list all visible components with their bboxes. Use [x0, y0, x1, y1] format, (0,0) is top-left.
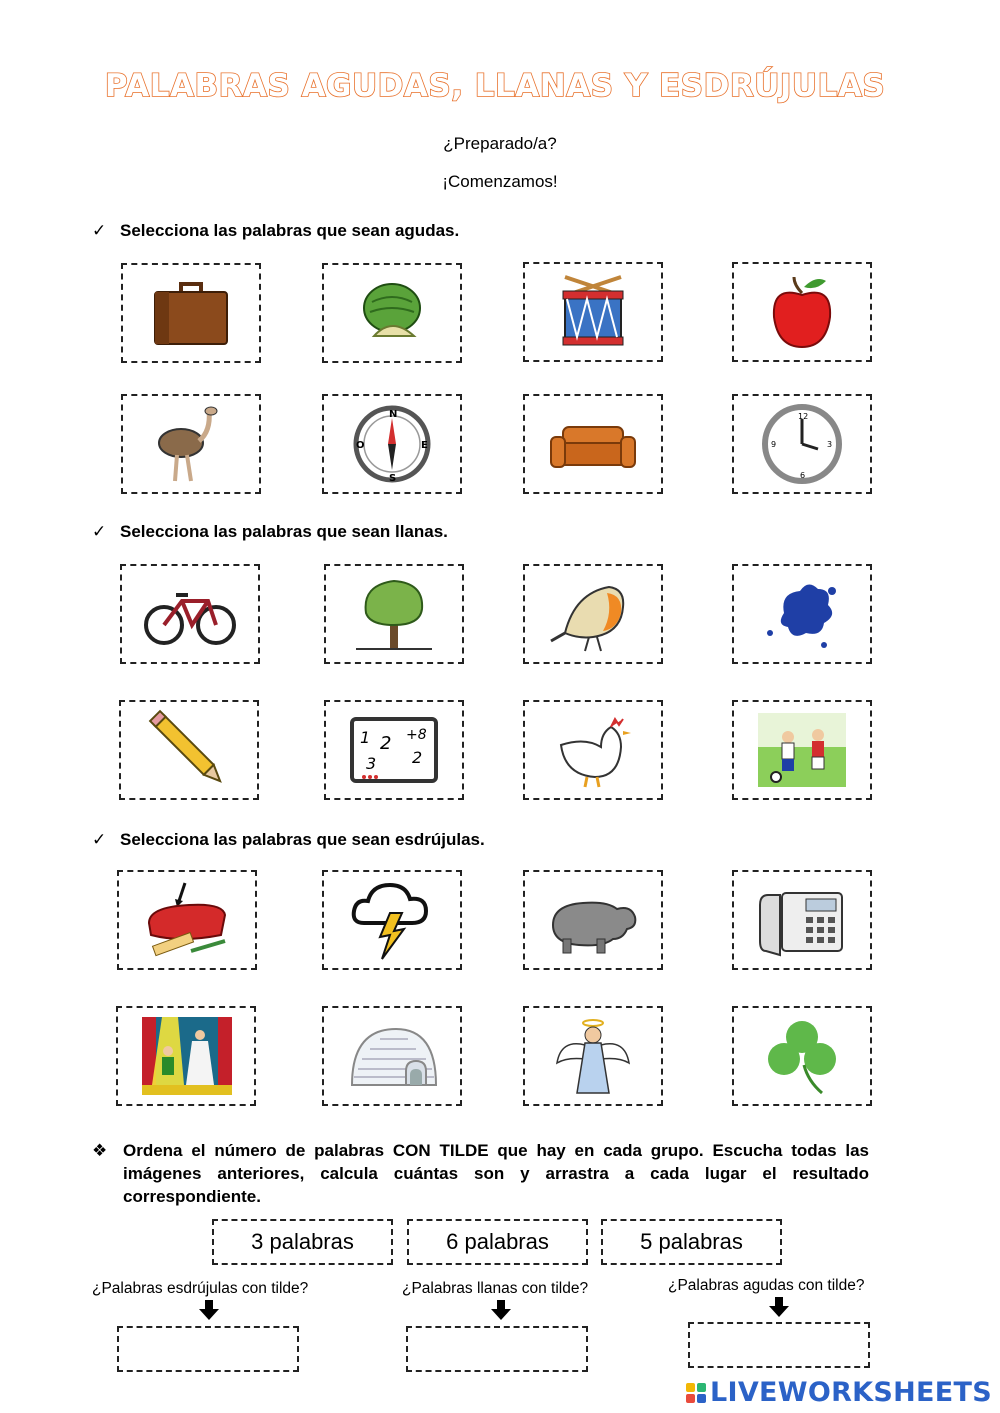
- football-icon: [754, 709, 850, 791]
- svg-text:E: E: [421, 440, 428, 451]
- svg-text:1: 1: [360, 728, 371, 747]
- svg-text:12: 12: [798, 412, 809, 421]
- card-watermelon[interactable]: [322, 263, 462, 363]
- logo-mark-icon: [686, 1383, 706, 1403]
- instruction-agudas: [92, 221, 459, 241]
- svg-text:3: 3: [827, 440, 833, 449]
- card-hen[interactable]: [523, 700, 663, 800]
- theater-icon: [138, 1015, 234, 1097]
- instruction-llanas: [92, 522, 448, 542]
- card-clover[interactable]: [732, 1006, 872, 1106]
- subtitle-ready: ¿Preparado/a?: [443, 134, 557, 153]
- card-igloo[interactable]: [322, 1006, 462, 1106]
- card-theater[interactable]: [116, 1006, 256, 1106]
- watermelon-icon: [344, 272, 440, 354]
- card-compass[interactable]: [322, 394, 462, 494]
- igloo-icon: [344, 1015, 440, 1097]
- briefcase-icon: [143, 272, 239, 354]
- hen-icon: [545, 709, 641, 791]
- pencil-icon: [141, 709, 237, 791]
- svg-text:O: O: [356, 440, 365, 451]
- instruction-text: Selecciona las palabras que sean esdrújulas.: [120, 830, 485, 849]
- liveworksheets-logo: [686, 1377, 992, 1408]
- task-instruction: [92, 1139, 869, 1208]
- arrow-down-icon: [198, 1300, 220, 1320]
- answer-chip-6[interactable]: 6 palabras: [407, 1219, 588, 1265]
- card-football[interactable]: [732, 700, 872, 800]
- clover-icon: [754, 1015, 850, 1097]
- card-robin[interactable]: [523, 564, 663, 664]
- bicycle-icon: [142, 573, 238, 655]
- check-icon: ✓: [92, 830, 107, 849]
- svg-text:S: S: [389, 473, 397, 484]
- card-drum[interactable]: [523, 262, 663, 362]
- svg-text:N: N: [389, 409, 398, 420]
- angel-icon: [545, 1015, 641, 1097]
- page-title: PALABRAS AGUDAS, LLANAS Y ESDRÚJULAS: [104, 68, 886, 104]
- card-apple[interactable]: [732, 262, 872, 362]
- card-angel[interactable]: [523, 1006, 663, 1106]
- subtitle-start: ¡Comenzamos!: [442, 172, 558, 191]
- pencil-case-icon: [139, 879, 235, 961]
- arrow-down-icon: [768, 1297, 790, 1317]
- telephone-icon: [754, 879, 850, 961]
- blackboard-icon: [346, 709, 442, 791]
- drop-zone-agudas[interactable]: [688, 1322, 870, 1368]
- check-icon: ✓: [92, 221, 107, 240]
- arrow-down-icon: [490, 1300, 512, 1320]
- question-agudas: ¿Palabras agudas con tilde?: [668, 1277, 865, 1294]
- answer-chip-3[interactable]: 3 palabras: [212, 1219, 393, 1265]
- drum-icon: [545, 271, 641, 353]
- card-pencil[interactable]: [119, 700, 259, 800]
- compass-icon: [344, 403, 440, 485]
- card-bicycle[interactable]: [120, 564, 260, 664]
- instruction-esdrujulas: [92, 830, 485, 850]
- svg-text:9: 9: [771, 440, 777, 449]
- card-clock[interactable]: [732, 394, 872, 494]
- card-telephone[interactable]: [732, 870, 872, 970]
- card-tree[interactable]: [324, 564, 464, 664]
- check-icon: ✓: [92, 522, 107, 541]
- card-blackboard[interactable]: [324, 700, 464, 800]
- task-text: Ordena el número de palabras CON TILDE que hay en cada grupo. Escucha todas las imágenes anteriores, calcula cuántas son y arrastra a cada lugar el resultado correspondiente.: [123, 1141, 869, 1206]
- card-sofa[interactable]: [523, 394, 663, 494]
- lightning-icon: [344, 879, 440, 961]
- robin-icon: [545, 573, 641, 655]
- svg-text:6: 6: [800, 471, 806, 480]
- card-ink-stain[interactable]: [732, 564, 872, 664]
- card-hippo[interactable]: [523, 870, 663, 970]
- instruction-text: Selecciona las palabras que sean llanas.: [120, 522, 448, 541]
- clock-icon: [754, 403, 850, 485]
- drop-zone-llanas[interactable]: [406, 1326, 588, 1372]
- card-briefcase[interactable]: [121, 263, 261, 363]
- question-llanas: ¿Palabras llanas con tilde?: [402, 1280, 589, 1297]
- ostrich-icon: [143, 403, 239, 485]
- sofa-icon: [545, 403, 641, 485]
- card-lightning[interactable]: [322, 870, 462, 970]
- svg-text:+8: +8: [406, 727, 427, 743]
- logo-text: LIVEWORKSHEETS: [709, 1377, 992, 1408]
- card-ostrich[interactable]: [121, 394, 261, 494]
- tree-icon: [346, 573, 442, 655]
- diamond-bullet-icon: ❖: [92, 1141, 108, 1160]
- svg-text:2: 2: [412, 748, 423, 767]
- apple-icon: [754, 271, 850, 353]
- card-pencil-case[interactable]: [117, 870, 257, 970]
- svg-text:3: 3: [366, 754, 377, 773]
- ink-stain-icon: [754, 573, 850, 655]
- hippo-icon: [545, 879, 641, 961]
- answer-chip-5[interactable]: 5 palabras: [601, 1219, 782, 1265]
- svg-text:2: 2: [380, 733, 392, 754]
- instruction-text: Selecciona las palabras que sean agudas.: [120, 221, 460, 240]
- drop-zone-esdrujulas[interactable]: [117, 1326, 299, 1372]
- question-esdrujulas: ¿Palabras esdrújulas con tilde?: [92, 1280, 309, 1297]
